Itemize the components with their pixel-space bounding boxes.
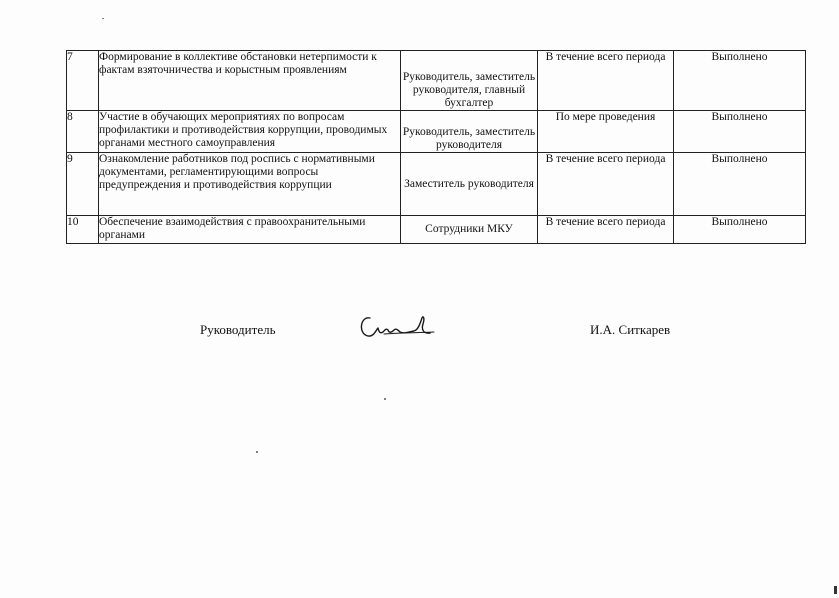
term-cell: В течение всего периода bbox=[538, 51, 674, 111]
anticorruption-plan-table bbox=[66, 50, 806, 244]
row-number: 8 bbox=[67, 111, 99, 153]
responsible-cell: Сотрудники МКУ bbox=[401, 216, 538, 244]
status-cell: Выполнено bbox=[674, 51, 806, 111]
status-cell: Выполнено bbox=[674, 216, 806, 244]
table-row bbox=[67, 216, 806, 244]
responsible-cell: Руководитель, заместитель руководителя, главный бухгалтер bbox=[401, 51, 538, 111]
term-cell: По мере проведения bbox=[538, 111, 674, 153]
row-number: 9 bbox=[67, 153, 99, 216]
event-cell: Ознакомление работников под роспись с нормативными документами, регламентирующими вопросы предупреждения и противодействия коррупции bbox=[99, 153, 401, 216]
scan-speck bbox=[256, 451, 258, 453]
row-number: 7 bbox=[67, 51, 99, 111]
event-cell: Участие в обучающих мероприятиях по вопросам профилактики и противодействия коррупции, проводимых органами местного самоуправления bbox=[99, 111, 401, 153]
table-row bbox=[67, 111, 806, 153]
signatory-name: И.А. Ситкарев bbox=[590, 322, 671, 337]
signatory-position: Руководитель bbox=[200, 322, 276, 337]
page-edge-mark bbox=[834, 586, 837, 594]
responsible-cell: Руководитель, заместитель руководителя bbox=[401, 111, 538, 153]
table-row bbox=[67, 153, 806, 216]
responsible-cell: Заместитель руководителя bbox=[401, 153, 538, 216]
event-cell: Формирование в коллективе обстановки нетерпимости к фактам взяточничества и корыстным проявлениям bbox=[99, 51, 401, 111]
term-cell: В течение всего периода bbox=[538, 153, 674, 216]
scan-speck bbox=[102, 18, 104, 19]
event-cell: Обеспечение взаимодействия с правоохранительными органами bbox=[99, 216, 401, 244]
term-cell: В течение всего периода bbox=[538, 216, 674, 244]
status-cell: Выполнено bbox=[674, 111, 806, 153]
status-cell: Выполнено bbox=[674, 153, 806, 216]
scan-speck bbox=[384, 398, 386, 400]
handwritten-signature-icon bbox=[356, 312, 436, 344]
table-row bbox=[67, 51, 806, 111]
row-number: 10 bbox=[67, 216, 99, 244]
